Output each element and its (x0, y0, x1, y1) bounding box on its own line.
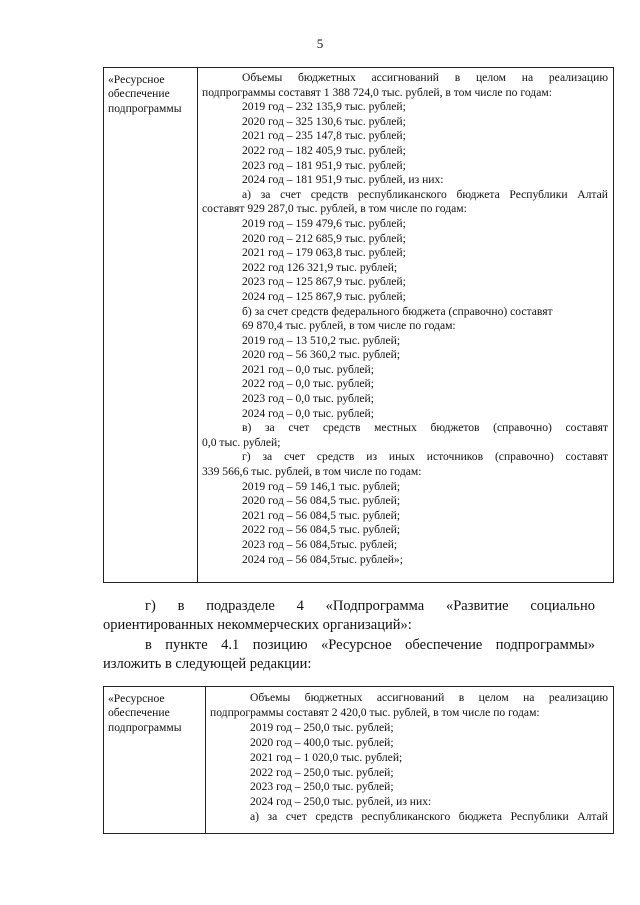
label-line: подпрограммы (108, 101, 182, 115)
label-line: «Ресурсное (108, 73, 165, 86)
content-line: 0,0 тыс. рублей; (202, 435, 281, 449)
label-line: обеспечение (108, 87, 170, 101)
paragraph-subsection (103, 597, 595, 635)
content-line: 2023 год – 0,0 тыс. рублей; (242, 392, 374, 406)
content-line: 2024 год – 56 084,5тыс. рублей»; (242, 552, 403, 566)
content-line: 2022 год – 0,0 тыс. рублей; (242, 377, 374, 391)
content-line: 2020 год – 56 360,2 тыс. рублей; (242, 348, 401, 362)
content-line: 2021 год – 1 020,0 тыс. рублей; (250, 750, 403, 764)
content-line: 2019 год – 250,0 тыс. рублей; (250, 720, 394, 734)
content-line: 2020 год – 56 084,5 тыс. рублей; (242, 494, 401, 508)
content-line: Объемы бюджетных ассигнований в целом на реализацию (242, 71, 608, 84)
content-line: 2022 год 126 321,9 тыс. рублей; (242, 260, 398, 274)
content-line: подпрограммы составят 2 420,0 тыс. рублей, в том числе по годам: (210, 705, 540, 719)
content-line: б) за счет средств федерального бюджета (справочно) составят (242, 304, 553, 318)
paragraph-line: в пункте 4.1 позицию «Ресурсное обеспечение подпрограммы» (145, 637, 595, 653)
row-label (108, 73, 182, 116)
label-line: обеспечение (108, 706, 170, 720)
paragraph-line: ориентированных некоммерческих организаций»: (103, 617, 412, 633)
content-line: а) за счет средств республиканского бюджета Республики Алтай (250, 810, 608, 824)
content-line: 2020 год – 325 130,6 тыс. рублей; (242, 114, 406, 128)
paragraph-line: изложить в следующей редакции: (103, 656, 312, 672)
content-line: 2023 год – 56 084,5тыс. рублей; (242, 538, 398, 551)
content-line: 2022 год – 182 405,9 тыс. рублей; (242, 143, 406, 157)
content-line: 2021 год – 0,0 тыс. рублей; (242, 362, 374, 376)
content-line: 2023 год – 181 951,9 тыс. рублей; (242, 158, 406, 172)
content-line: 2019 год – 232 135,9 тыс. рублей; (242, 100, 406, 114)
page-number: 5 (316, 36, 324, 51)
content-line: 2024 год – 125 867,9 тыс. рублей; (242, 289, 406, 303)
content-line: 2021 год – 179 063,8 тыс. рублей; (242, 246, 406, 260)
content-cell (202, 71, 608, 567)
content-line: 2019 год – 13 510,2 тыс. рублей; (242, 333, 401, 347)
content-line: 2022 год – 56 084,5 тыс. рублей; (242, 523, 401, 537)
content-line: 2023 год – 250,0 тыс. рублей; (250, 780, 394, 794)
content-line: 2021 год – 235 147,8 тыс. рублей; (242, 129, 406, 143)
content-line: 2022 год – 250,0 тыс. рублей; (250, 765, 394, 779)
content-line: 2023 год – 125 867,9 тыс. рублей; (242, 275, 406, 289)
content-line: 2024 год – 181 951,9 тыс. рублей, из них: (242, 173, 444, 187)
content-line: 2019 год – 159 479,6 тыс. рублей; (242, 216, 406, 230)
content-line: подпрограммы составят 1 388 724,0 тыс. рублей, в том числе по годам: (202, 85, 552, 99)
label-cell (104, 687, 206, 833)
resource-table-2 (103, 686, 614, 834)
content-line: 2021 год – 56 084,5 тыс. рублей; (242, 508, 401, 522)
content-line: составят 929 287,0 тыс. рублей, в том числе по годам: (202, 202, 467, 216)
paragraph-instruction (103, 636, 595, 674)
label-line: «Ресурсное (108, 692, 165, 705)
content-line: г) за счет средств из иных источников (справочно) составят (242, 450, 608, 464)
label-cell (104, 68, 198, 582)
content-cell (210, 691, 608, 825)
content-line: 2019 год – 59 146,1 тыс. рублей; (242, 479, 401, 493)
content-line: а) за счет средств республиканского бюджета Республики Алтай (242, 187, 608, 201)
content-line: 2020 год – 212 685,9 тыс. рублей; (242, 231, 406, 245)
paragraph-line: г) в подразделе 4 «Подпрограмма «Развитие социально (145, 598, 595, 614)
resource-table-1 (103, 67, 614, 583)
content-line: 2020 год – 400,0 тыс. рублей; (250, 735, 394, 749)
content-line: 2024 год – 250,0 тыс. рублей, из них: (250, 795, 432, 809)
content-line: в) за счет средств местных бюджетов (справочно) составят (242, 421, 608, 435)
label-line: подпрограммы (108, 720, 182, 734)
content-line: 2024 год – 0,0 тыс. рублей; (242, 406, 374, 420)
content-line: 339 566,6 тыс. рублей, в том числе по годам: (202, 465, 422, 479)
content-line: 69 870,4 тыс. рублей, в том числе по годам: (242, 319, 456, 333)
row-label (108, 692, 182, 735)
content-line: Объемы бюджетных ассигнований в целом на реализацию (250, 691, 608, 704)
